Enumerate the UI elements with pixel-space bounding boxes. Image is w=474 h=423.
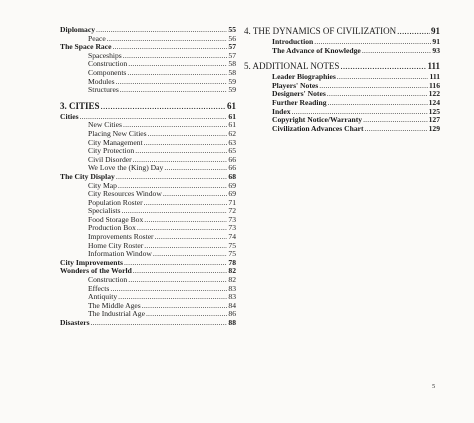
toc-entry xyxy=(60,147,236,156)
toc-leader-dots xyxy=(96,26,227,35)
toc-entry xyxy=(60,276,236,285)
toc-entry-title: Civilization Advances Chart xyxy=(272,123,364,133)
toc-leader-dots xyxy=(144,199,228,208)
toc-entry-title: Further Reading xyxy=(272,97,327,107)
toc-entry xyxy=(60,121,236,130)
toc-entry-page: 72 xyxy=(228,206,236,216)
toc-entry xyxy=(60,52,236,61)
toc-entry-page: 69 xyxy=(228,189,236,199)
toc-entry-page: 56 xyxy=(228,33,236,43)
toc-entry-title: Introduction xyxy=(272,37,314,46)
toc-leader-dots xyxy=(144,216,227,225)
toc-entry-page: 65 xyxy=(228,146,236,156)
toc-entry-page: 86 xyxy=(228,309,236,319)
toc-entry-title: The Space Race xyxy=(60,42,112,52)
toc-chapter-heading xyxy=(244,26,440,37)
toc-entry xyxy=(60,86,236,95)
toc-entry xyxy=(60,216,236,225)
toc-entry-page: 127 xyxy=(428,115,440,125)
toc-entry xyxy=(60,60,236,69)
toc-entry-page: 59 xyxy=(228,76,236,86)
toc-entry-page: 69 xyxy=(228,180,236,190)
toc-leader-dots xyxy=(112,43,227,52)
toc-entry-page: 58 xyxy=(228,67,236,77)
toc-leader-dots xyxy=(107,35,228,44)
toc-entry-page: 57 xyxy=(228,50,236,60)
toc-entry-page: 116 xyxy=(429,80,440,90)
toc-entry-page: 82 xyxy=(228,266,236,276)
toc-entry xyxy=(244,125,440,134)
toc-entry-title: Components xyxy=(88,67,127,77)
toc-entry-title: Designers' Notes xyxy=(272,89,326,99)
toc-entry-page: 66 xyxy=(228,154,236,164)
toc-entry-title: City Map xyxy=(88,180,117,190)
toc-entry-title: Effects xyxy=(88,283,110,293)
toc-entry-page: 61 xyxy=(227,100,236,111)
toc-leader-dots xyxy=(327,90,428,99)
toc-entry-page: 124 xyxy=(428,97,440,107)
toc-entry-page: 93 xyxy=(432,45,440,55)
toc-chapter-heading xyxy=(244,61,440,72)
toc-entry-title: Civil Disorder xyxy=(88,154,132,164)
toc-entry-title: The Advance of Knowledge xyxy=(272,45,361,55)
toc-entry-title: Diplomacy xyxy=(60,25,96,34)
page-number: 5 xyxy=(432,383,436,390)
toc-entry-title: Spaceships xyxy=(88,50,122,60)
toc-leader-dots xyxy=(144,139,228,148)
toc-entry-page: 125 xyxy=(428,106,440,116)
toc-entry-title: Disasters xyxy=(60,318,90,327)
toc-entry-page: 91 xyxy=(432,37,440,46)
toc-entry xyxy=(60,173,236,182)
toc-leader-dots xyxy=(362,47,432,56)
toc-leader-dots xyxy=(363,116,428,125)
toc-entry xyxy=(60,43,236,52)
toc-leader-dots xyxy=(127,69,227,78)
toc-leader-dots xyxy=(91,319,228,328)
toc-leader-dots xyxy=(397,26,430,35)
toc-entry-title: Cities xyxy=(60,111,79,121)
toc-entry-page: 59 xyxy=(228,85,236,95)
toc-leader-dots xyxy=(128,60,227,69)
toc-entry-title: Specialists xyxy=(88,206,121,216)
toc-entry-title: Players' Notes xyxy=(272,80,319,90)
toc-entry-title: City Protection xyxy=(88,146,135,156)
toc-entry-page: 68 xyxy=(228,171,236,181)
toc-entry xyxy=(60,207,236,216)
toc-entry-page: 66 xyxy=(228,163,236,173)
toc-leader-dots xyxy=(120,86,228,95)
toc-column-left xyxy=(60,26,236,328)
toc-entry xyxy=(60,190,236,199)
toc-leader-dots xyxy=(163,190,228,199)
toc-entry-page: 71 xyxy=(228,197,236,207)
toc-entry-title: Placing New Cities xyxy=(88,128,147,138)
toc-entry-page: 83 xyxy=(228,283,236,293)
toc-entry-title: Copyright Notice/Warranty xyxy=(272,115,363,125)
toc-entry-title: Modules xyxy=(88,76,115,86)
toc-entry xyxy=(60,267,236,276)
toc-leader-dots xyxy=(110,285,227,294)
toc-leader-dots xyxy=(319,82,428,91)
toc-entry-title: Index xyxy=(272,106,291,116)
toc-leader-dots xyxy=(128,276,227,285)
toc-leader-dots xyxy=(101,101,226,110)
toc-entry xyxy=(60,130,236,139)
toc-leader-dots xyxy=(164,164,227,173)
toc-leader-dots xyxy=(155,233,228,242)
toc-entry-title: Antiquity xyxy=(88,292,118,302)
toc-leader-dots xyxy=(142,302,228,311)
toc-entry-title: Food Storage Box xyxy=(88,214,144,224)
toc-entry xyxy=(60,78,236,87)
toc-entry-title: 5. ADDITIONAL NOTES xyxy=(244,61,340,72)
toc-entry-title: Production Box xyxy=(88,223,136,233)
toc-entry-title: Information Window xyxy=(88,249,152,259)
toc-leader-dots xyxy=(124,259,227,268)
toc-entry xyxy=(60,302,236,311)
toc-leader-dots xyxy=(116,78,228,87)
toc-entry xyxy=(60,69,236,78)
toc-entry-title: Structures xyxy=(88,85,119,95)
toc-entry-title: New Cities xyxy=(88,120,122,130)
toc-entry xyxy=(244,47,440,56)
toc-entry-page: 83 xyxy=(228,292,236,302)
toc-entry-page: 122 xyxy=(428,89,440,99)
toc-entry-page: 82 xyxy=(228,275,236,285)
toc-leader-dots xyxy=(328,99,428,108)
toc-entry-page: 78 xyxy=(228,257,236,267)
toc-entry-page: 75 xyxy=(228,249,236,259)
toc-entry xyxy=(60,113,236,122)
toc-entry-page: 61 xyxy=(228,111,236,121)
toc-entry-title: Improvements Roster xyxy=(88,232,154,242)
toc-entry-page: 57 xyxy=(228,42,236,52)
toc-column-right xyxy=(244,26,440,133)
toc-entry-page: 62 xyxy=(228,128,236,138)
toc-entry-page: 111 xyxy=(429,72,440,82)
toc-leader-dots xyxy=(123,52,228,61)
toc-entry-page: 84 xyxy=(228,300,236,310)
toc-entry-page: 73 xyxy=(228,214,236,224)
toc-entry-title: Population Roster xyxy=(88,197,143,207)
toc-leader-dots xyxy=(340,61,426,70)
toc-entry-title: City Improvements xyxy=(60,257,123,267)
toc-entry-title: Home City Roster xyxy=(88,240,144,250)
toc-entry-page: 88 xyxy=(228,318,236,327)
toc-entry-title: City Management xyxy=(88,137,143,147)
toc-entry-title: 3. CITIES xyxy=(60,100,100,111)
toc-entry-page: 75 xyxy=(228,240,236,250)
toc-leader-dots xyxy=(144,242,227,251)
toc-entry-title: Construction xyxy=(88,59,128,69)
toc-entry-page: 111 xyxy=(427,61,440,72)
toc-leader-dots xyxy=(365,125,428,134)
toc-entry-page: 73 xyxy=(228,223,236,233)
toc-entry xyxy=(60,26,236,35)
toc-leader-dots xyxy=(135,147,227,156)
toc-entry-page: 61 xyxy=(228,120,236,130)
toc-leader-dots xyxy=(148,130,228,139)
toc-entry-title: The Middle Ages xyxy=(88,300,141,310)
toc-leader-dots xyxy=(116,173,228,182)
toc-entry xyxy=(60,233,236,242)
toc-entry xyxy=(60,293,236,302)
toc-entry-page: 129 xyxy=(428,123,440,133)
toc-leader-dots xyxy=(153,250,228,259)
toc-chapter-heading xyxy=(60,101,236,112)
toc-entry-page: 55 xyxy=(228,25,236,34)
toc-entry-page: 63 xyxy=(228,137,236,147)
toc-leader-dots xyxy=(337,73,429,82)
toc-entry-page: 74 xyxy=(228,232,236,242)
toc-entry-title: City Resources Window xyxy=(88,189,162,199)
toc-leader-dots xyxy=(146,310,227,319)
toc-entry-page: 58 xyxy=(228,59,236,69)
toc-entry-title: Construction xyxy=(88,275,128,285)
toc-entry-title: Peace xyxy=(88,33,106,43)
toc-entry-title: Wonders of the World xyxy=(60,266,132,276)
toc-entry xyxy=(60,285,236,294)
toc-entry-title: The Industrial Age xyxy=(88,309,145,319)
toc-entry xyxy=(60,319,236,328)
toc-leader-dots xyxy=(133,267,228,276)
toc-entry-title: The City Display xyxy=(60,171,115,181)
toc-entry-title: 4. THE DYNAMICS OF CIVILIZATION xyxy=(244,26,397,36)
toc-entry-title: Leader Biographies xyxy=(272,72,336,82)
toc-entry-title: We Love the (King) Day xyxy=(88,163,164,173)
toc-entry-page: 91 xyxy=(431,26,440,36)
toc-entry xyxy=(60,199,236,208)
toc-entry xyxy=(60,139,236,148)
